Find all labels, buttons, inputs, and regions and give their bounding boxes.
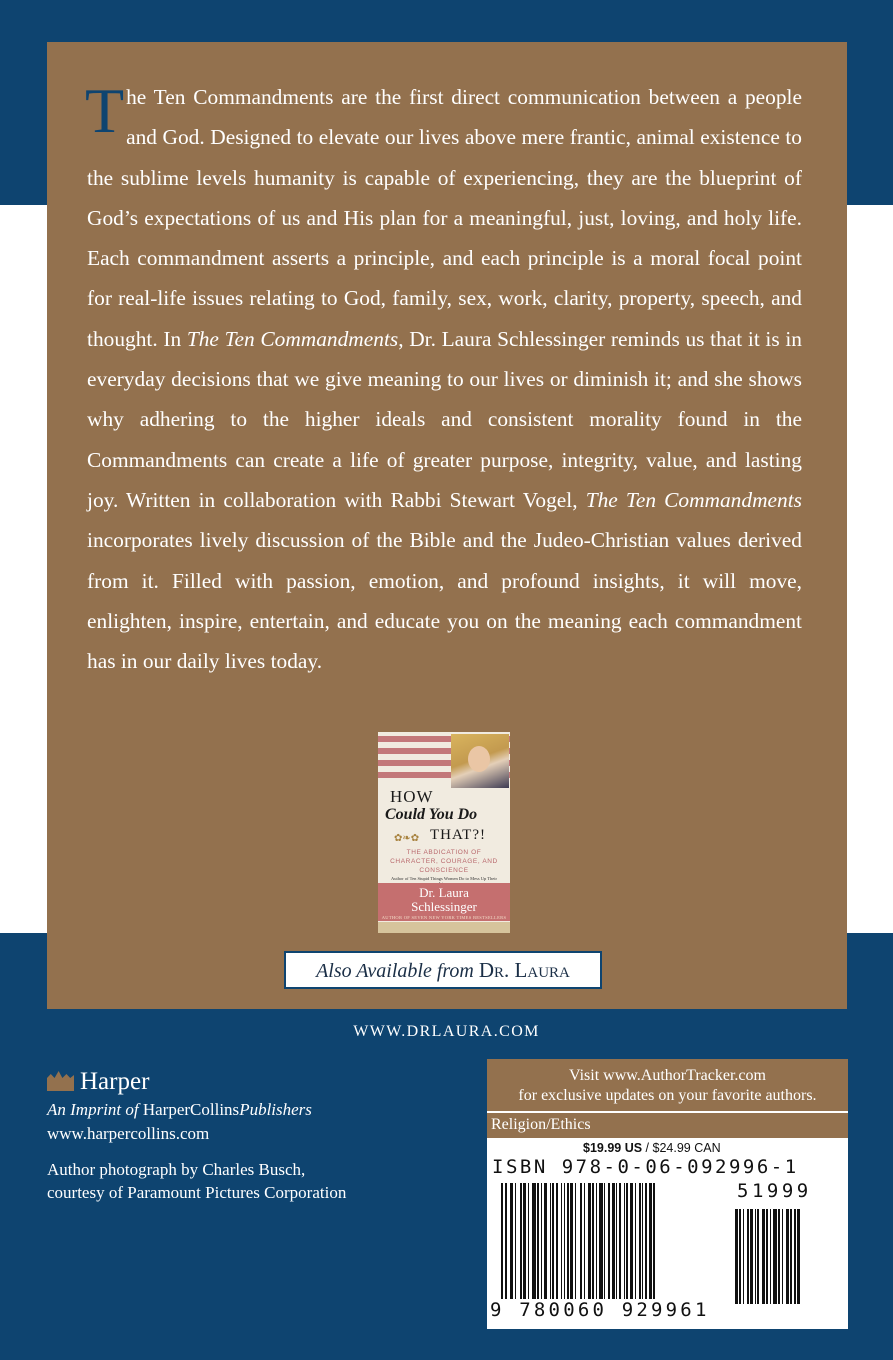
barcode-digits <box>489 1299 711 1321</box>
ornament-icon: ✿❧✿ <box>394 833 420 844</box>
barcode-bar <box>653 1183 655 1317</box>
book-title-italic: The Ten Commandments <box>585 487 802 512</box>
barcode-digits-text: 9 780060 929961 <box>490 1299 710 1321</box>
price-barcode-box <box>487 1059 848 1329</box>
cover-footer-band <box>378 922 510 933</box>
cover-author <box>378 886 510 914</box>
isbn-text: ISBN 978-0-06-092996-1 <box>492 1156 799 1178</box>
imprint-name: HarperCollins <box>142 1100 240 1119</box>
price-us: $19.99 US <box>583 1141 643 1155</box>
cover-title-line2: Could You Do <box>385 806 478 823</box>
imprint-line <box>47 1100 312 1120</box>
description-part-1: he Ten Commandments are the first direct communication between a people and God. Designed to elevate our lives above mere frantic, animal existence to the sublime levels humanity is capable of experiencing, they are the blueprint of God’s expectations of us and His plan for a meaningful, just, loving, and holy life. Each commandment asserts a principle, and each principle is a moral focal point for real-life issues relating to God, family, sex, work, clarity, property, speech, and thought. In <box>87 85 802 351</box>
author-tracker-note <box>487 1059 848 1111</box>
description-part-2: , Dr. Laura Schlessinger reminds us that it is in everyday decisions that we give meaning to our lives or diminish it; and she shows why adhering to the higher ideals and consistent morality found in the Commandments can create a life of greater purpose, integrity, value, and lasting joy. Written in collaboration with Rabbi Stewart Vogel, <box>87 326 802 512</box>
cover-author-line1: Dr. Laura <box>419 885 469 900</box>
photo-credit-line2: courtesy of Paramount Pictures Corporation <box>47 1183 347 1202</box>
publisher-website[interactable]: www.harpercollins.com <box>47 1124 210 1143</box>
publisher-name: Harper <box>80 1068 150 1095</box>
author-photo <box>451 734 509 788</box>
cover-bestseller-note: AUTHOR OF SEVEN NEW YORK TIMES BESTSELLERS <box>381 915 507 920</box>
photo-credit-line1: Author photograph by Charles Busch, <box>47 1160 306 1179</box>
category-label: Religion/Ethics <box>487 1111 848 1138</box>
book-title-italic: The Ten Commandments <box>186 326 399 351</box>
cover-tagline: Author of Ten Stupid Things Women Do to Mess Up Their <box>391 876 497 881</box>
related-book-cover[interactable] <box>378 732 510 933</box>
tracker-line1: Visit www.AuthorTracker.com <box>569 1067 766 1084</box>
book-description <box>87 77 802 681</box>
author-face <box>468 746 490 772</box>
also-available-prefix: Also Available from <box>316 960 474 982</box>
price-addon-barcode <box>735 1209 833 1317</box>
photo-credit <box>47 1158 346 1204</box>
description-panel <box>47 42 847 1009</box>
cover-subtitle: THE ABDICATION OF CHARACTER, COURAGE, AND CONSCIENCE <box>390 849 498 874</box>
drop-cap: T <box>85 75 125 146</box>
imprint-prefix: An Imprint of <box>47 1100 139 1119</box>
cover-title-line1: HOW <box>390 787 434 806</box>
cover-title-line3: THAT?! <box>430 827 486 843</box>
cover-author-band <box>378 883 510 921</box>
price-addon-code: 51999 <box>737 1180 812 1202</box>
website-link[interactable]: WWW.DRLAURA.COM <box>353 1023 540 1040</box>
price-label <box>583 1141 721 1155</box>
isbn-barcode <box>501 1183 729 1317</box>
cover-author-line2: Schlessinger <box>411 899 477 914</box>
also-available-label <box>284 951 602 989</box>
description-part-3: incorporates lively discussion of the Bible and the Judeo-Christian values derived from it. Filled with passion, emotion, and profound insights, it will move, enlighten, inspire, entertain, and educate you on the meaning each commandment has in our daily lives today. <box>87 528 802 674</box>
also-available-author: Dr. Laura <box>478 958 570 982</box>
imprint-suffix: Publishers <box>239 1100 312 1119</box>
barcode-bar <box>797 1209 800 1304</box>
price-can: / $24.99 CAN <box>642 1141 721 1155</box>
tracker-line2: for exclusive updates on your favorite authors. <box>518 1087 817 1104</box>
